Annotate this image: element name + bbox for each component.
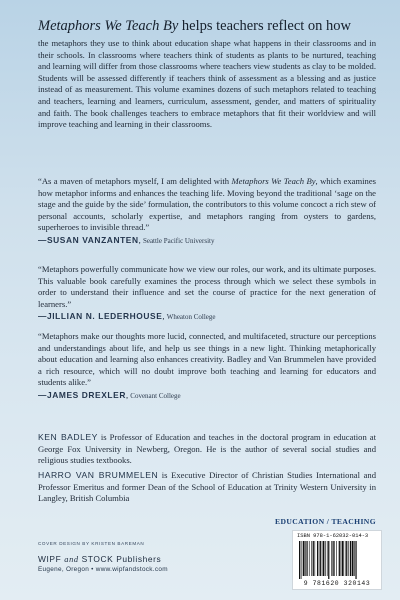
barcode-digits: 9 781620 320143 bbox=[303, 580, 371, 587]
barcode-bar bbox=[301, 541, 302, 579]
endorser-affiliation: Covenant College bbox=[130, 391, 181, 400]
author-bio-text: is Professor of Education and teaches in the doctoral program in education at George Fox University in Newberg, Oregon. He is the author of several social studies and religious studies textbooks. bbox=[38, 432, 377, 466]
barcode-bar bbox=[334, 541, 335, 576]
blurb-headline bbox=[38, 18, 376, 35]
barcode-bar bbox=[327, 541, 328, 576]
endorsement-3 bbox=[38, 331, 376, 402]
endorsement-attribution: —JILLIAN N. LEDERHOUSE, Wheaton College bbox=[38, 311, 216, 322]
endorsement-text bbox=[38, 331, 376, 389]
quote-title-italic: Metaphors We Teach By bbox=[231, 176, 316, 186]
quote-text: “As a maven of metaphors myself, I am delighted with bbox=[38, 176, 232, 186]
blurb-body: the metaphors they use to think about education shape what happens in their classrooms and in their schools. In classrooms where teachers think of students as plants to be nurtured, teaching and learning will differ from those classrooms where teachers view students as clay to be molded. Students will be assessed differently if teachers think of assessment as a blessing and as justice instead of as measurement. This volume examines dozens of such metaphors related to teaching and teachers, learning and learners, curriculum, assessment, gender, and matters of spirituality and faith. The book challenges teachers to embrace metaphors that fit their worldview and will improve teaching and learning in their classrooms. bbox=[38, 38, 376, 130]
quote-text-rest: , which examines how metaphor informs and enhances the teaching life. Moving beyond the traditional ‘sage on the stage and the guide by the side’ formulation, the contributors to this volume concoct a rich stew of personal accounts, scholarly expertise, and metaphors ranging from oysters to gardens, superheroes to invisible thread.” bbox=[38, 176, 376, 233]
barcode-bar bbox=[313, 541, 314, 576]
endorser-affiliation: Wheaton College bbox=[166, 313, 216, 322]
author-bio-text: is Executive Director of Christian Studies International and Professor Emeritus and former Dean of the School of Education at Trinity Western University in Langley, British Columbia bbox=[38, 470, 376, 504]
barcode-bar bbox=[331, 541, 332, 576]
barcode-bar bbox=[315, 541, 316, 576]
barcode-bar bbox=[346, 541, 347, 576]
barcode-bar bbox=[305, 541, 306, 576]
endorser-name: —JILLIAN N. LEDERHOUSE bbox=[38, 311, 163, 322]
quote-text: “Metaphors make our thoughts more lucid, connected, and multifaceted, structure our perceptions and understandings about life, and help us see things in a new light. Thinking metaphorically about education and learning also enhances creativity. Badley and Van Brummelen have provided a rich resource, which will no doubt improve both teaching and learning for educators and students alike.” bbox=[38, 331, 376, 388]
endorser-affiliation: Seattle Pacific University bbox=[142, 236, 215, 245]
book-title: Metaphors We Teach By bbox=[38, 18, 179, 34]
endorsement-2 bbox=[38, 264, 376, 323]
barcode-bar bbox=[341, 541, 342, 576]
barcode-bar bbox=[328, 541, 329, 579]
barcode-bar bbox=[336, 541, 337, 576]
barcode-bar bbox=[299, 541, 300, 579]
headline-rest: helps teachers reflect on how bbox=[178, 18, 352, 34]
author-bio-1 bbox=[38, 432, 376, 467]
publisher-name bbox=[38, 554, 161, 564]
barcode-bar bbox=[311, 541, 312, 576]
barcode-bar bbox=[339, 541, 340, 576]
endorsement-text bbox=[38, 176, 376, 234]
barcode-bar bbox=[303, 541, 305, 576]
barcode-bar bbox=[325, 541, 326, 576]
barcode-bar bbox=[320, 541, 321, 576]
author-name: HARRO VAN BRUMMELEN bbox=[38, 470, 159, 480]
barcode-bars bbox=[297, 541, 377, 579]
barcode-bar bbox=[354, 541, 355, 576]
publisher-address: Eugene, Oregon • www.wipfandstock.com bbox=[38, 566, 168, 573]
barcode-bar bbox=[332, 541, 333, 576]
endorser-name: —SUSAN VANZANTEN bbox=[38, 234, 139, 245]
barcode-bar bbox=[345, 541, 346, 576]
endorsement-1 bbox=[38, 176, 376, 247]
barcode-bar bbox=[355, 541, 356, 579]
endorsement-attribution: —SUSAN VANZANTEN, Seattle Pacific University bbox=[38, 234, 215, 245]
publisher-name-left: WIPF bbox=[38, 554, 62, 564]
barcode-bar bbox=[309, 541, 310, 576]
publisher-name-right: STOCK Publishers bbox=[81, 554, 162, 564]
barcode bbox=[292, 530, 382, 590]
isbn-label: ISBN 978-1-62032-014-3 bbox=[297, 533, 369, 539]
endorsement-text bbox=[38, 264, 376, 310]
author-bio-2 bbox=[38, 470, 376, 505]
publisher-name-and: and bbox=[64, 555, 79, 564]
endorsement-attribution: —JAMES DREXLER, Covenant College bbox=[38, 389, 181, 400]
blurb bbox=[38, 18, 376, 131]
barcode-bar bbox=[323, 541, 325, 576]
author-name: KEN BADLEY bbox=[38, 432, 98, 442]
category-label: EDUCATION / TEACHING bbox=[275, 517, 376, 526]
cover-design-credit: COVER DESIGN BY KRISTEN BAREMAN bbox=[38, 541, 145, 546]
barcode-bar bbox=[306, 541, 307, 576]
barcode-bar bbox=[319, 541, 320, 576]
barcode-bar bbox=[342, 541, 344, 576]
barcode-bar bbox=[350, 541, 351, 576]
barcode-bar bbox=[317, 541, 318, 576]
endorser-name: —JAMES DREXLER bbox=[38, 389, 126, 400]
barcode-bar bbox=[352, 541, 354, 576]
barcode-bar bbox=[348, 541, 349, 576]
quote-text: “Metaphors powerfully communicate how we view our roles, our work, and its ultimate purposes. This valuable book carefully examines the process through which we select these symbols in order to understand their influence and set the course of practice for the next generation of learners.” bbox=[38, 264, 376, 309]
